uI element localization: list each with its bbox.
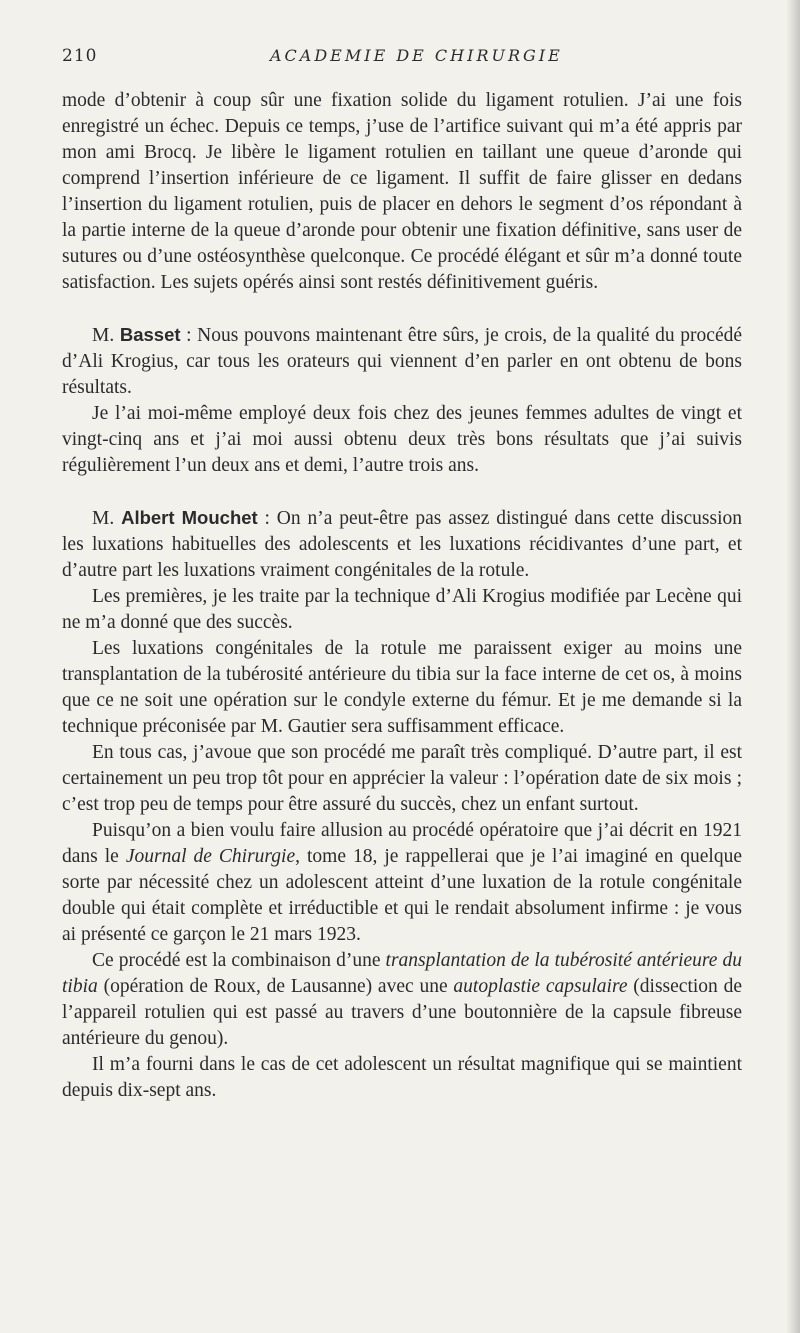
- journal-title: Journal de Chirurgie: [125, 846, 296, 867]
- speaker-name-basset: Basset: [119, 324, 181, 345]
- paragraph-mouchet: [62, 505, 742, 584]
- paragraph-text: , tome 18, je rappellerai que je l’ai imaginé en quelque sorte par nécessité chez un adolescent atteint d’une luxation de la rotule congénitale double qui était complète et irréductible et qui le rendait absolument infirme : je vous ai présenté ce garçon le 21 mars 1923.: [62, 846, 742, 945]
- page-number: 210: [62, 46, 98, 66]
- speaker-name-mouchet: Albert Mouchet: [121, 507, 258, 528]
- paragraph-text: (dissection de l’appareil rotulien qui est passé au travers d’une boutonnière de la capsule fibreuse antérieure du genou).: [62, 976, 743, 1049]
- paragraph-text: Puisqu’on a bien voulu faire allusion au procédé opératoire que j’ai décrit en 1921 dans le: [62, 820, 742, 867]
- page-edge-shadow: [786, 0, 800, 1333]
- paragraph-text: Ce procédé est la combinaison d’une: [92, 950, 386, 971]
- emphasis-transplantation: transplantation de la tubérosité antérieure du tibia: [62, 950, 742, 997]
- running-title: ACADEMIE DE CHIRURGIE: [270, 46, 563, 65]
- paragraph-basset: [62, 322, 742, 401]
- paragraph-procedure: [62, 948, 742, 1052]
- paragraph-text: (opération de Roux, de Lausanne) avec une: [97, 976, 454, 997]
- paragraph: Je l’ai moi-même employé deux fois chez des jeunes femmes adultes de vingt et vingt-cinq ans et j’ai moi aussi obtenu deux très bons résultats que j’ai suivis régulièrement l’un deux ans et demi, l’autre trois ans.: [62, 403, 742, 476]
- paragraph: Les luxations congénitales de la rotule me paraissent exiger au moins une transplantation de la tubérosité antérieure du tibia sur la face interne de cet os, à moins que ce ne soit une opération sur le condyle externe du fémur. Et je me demande si la technique préconisée par M. Gautier sera suffisamment efficace.: [62, 638, 742, 737]
- paragraph-text: : Nous pouvons maintenant être sûrs, je crois, de la qualité du procédé d’Ali Krogius, car tous les orateurs qui viennent d’en parler en ont obtenu de bons résultats.: [62, 325, 743, 398]
- speaker-prefix: M.: [92, 508, 115, 529]
- paragraph-continuation: mode d’obtenir à coup sûr une fixation solide du ligament rotulien. J’ai une fois enregistré un échec. Depuis ce temps, j’use de l’artifice suivant qui m’a été appris par mon ami Brocq. Je libère le ligament rotulien en taillant une queue d’aronde qui comprend l’insertion inférieure de ce ligament. Il suffit de faire glisser en dedans l’insertion du ligament rotulien, puis de placer en dehors le segment d’os répondant à la partie interne de la queue d’aronde pour obtenir une fixation définitive, sans user de sutures ou d’une ostéosynthèse quelconque. Ce procédé élégant et sûr m’a donné toute satisfaction. Les sujets opérés ainsi sont restés définitivement guéris.: [62, 90, 742, 293]
- paragraph-journal: [62, 818, 742, 948]
- body-text: [62, 88, 742, 1104]
- paragraph: Il m’a fourni dans le cas de cet adolescent un résultat magnifique qui se maintient depuis dix-sept ans.: [62, 1054, 742, 1101]
- paragraph: Les premières, je les traite par la technique d’Ali Krogius modifiée par Lecène qui ne m’a donné que des succès.: [62, 586, 742, 633]
- emphasis-autoplastie: autoplastie capsulaire: [453, 976, 628, 997]
- speaker-prefix: M.: [92, 325, 115, 346]
- page-header: [62, 46, 742, 72]
- paragraph-text: : On n’a peut-être pas assez distingué dans cette discussion les luxations habituelles des adolescents et les luxations récidivantes d’une part, et d’autre part les luxations vraiment congénitales de la rotule.: [62, 508, 743, 581]
- paragraph: En tous cas, j’avoue que son procédé me paraît très compliqué. D’autre part, il est certainement un peu trop tôt pour en apprécier la valeur : l’opération date de six mois ; c’est trop peu de temps pour être assuré du succès, chez un enfant surtout.: [62, 742, 742, 815]
